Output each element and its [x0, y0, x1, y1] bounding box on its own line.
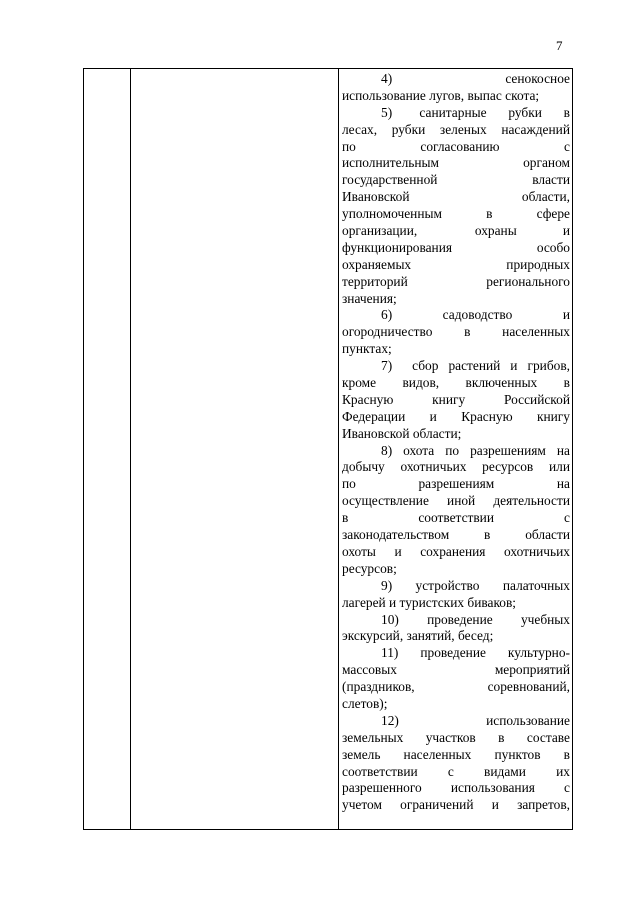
- text-line: пунктах;: [342, 341, 392, 357]
- text-line: 11) проведение культурно-: [381, 645, 570, 661]
- text-line: исполнительным органом: [342, 155, 570, 171]
- page-number: 7: [556, 38, 563, 53]
- text-line: 4) сенокосное: [381, 71, 570, 86]
- text-line: лагерей и туристских биваков;: [342, 594, 517, 610]
- text-line: экскурсий, занятий, бесед;: [342, 628, 494, 644]
- text-line: 6) садоводство и: [381, 307, 570, 323]
- text-line: значения;: [342, 290, 397, 306]
- table-column-divider-2: [338, 69, 339, 829]
- text-line: организации, охраны и: [342, 223, 570, 239]
- text-line: Красную книгу Российской: [342, 391, 570, 407]
- text-line: уполномоченным в сфере: [342, 206, 570, 222]
- text-line: огородничество в населенных: [342, 324, 570, 340]
- text-line: по согласованию с: [342, 138, 570, 154]
- text-line: Ивановской области;: [342, 425, 462, 441]
- text-line: законодательством в области: [342, 527, 570, 543]
- text-line: 12) использование: [381, 712, 570, 728]
- text-line: 8) охота по разрешениям на: [381, 442, 570, 458]
- table-column-divider-1: [130, 69, 131, 829]
- text-line: массовых мероприятий: [342, 662, 570, 678]
- text-line: кроме видов, включенных в: [342, 375, 570, 391]
- text-line: 5) санитарные рубки в: [381, 104, 570, 120]
- text-line: государственной власти: [342, 172, 570, 188]
- text-line: 7) сбор растений и грибов,: [381, 358, 570, 374]
- text-line: функционирования особо: [342, 239, 570, 255]
- text-line: Ивановской области,: [342, 189, 570, 205]
- text-line: добычу охотничьих ресурсов или: [342, 459, 570, 475]
- text-line: 9) устройство палаточных: [381, 577, 570, 593]
- text-line: учетом ограничений и запретов,: [342, 797, 570, 813]
- text-line: охоты и сохранения охотничьих: [342, 543, 570, 559]
- text-line: 10) проведение учебных: [381, 611, 570, 627]
- text-line: использование лугов, выпас скота;: [342, 87, 540, 103]
- text-line: разрешенного использования с: [342, 780, 570, 796]
- text-line: лесах, рубки зеленых насаждений: [342, 121, 570, 137]
- text-line: Федерации и Красную книгу: [342, 408, 570, 424]
- text-line: (праздников, соревнований,: [342, 679, 570, 695]
- text-line: соответствии с видами их: [342, 763, 570, 779]
- text-line: земель населенных пунктов в: [342, 746, 570, 762]
- text-line: охраняемых природных: [342, 256, 570, 272]
- text-line: земельных участков в составе: [342, 729, 570, 745]
- document-table: [83, 68, 573, 830]
- text-line: осуществление иной деятельности: [342, 493, 570, 509]
- table-cell-permitted-uses: [342, 71, 570, 814]
- text-line: по разрешениям на: [342, 476, 570, 492]
- text-line: территорий регионального: [342, 273, 570, 289]
- text-line: слетов);: [342, 695, 388, 711]
- text-line: в соответствии с: [342, 510, 570, 526]
- text-line: ресурсов;: [342, 560, 397, 576]
